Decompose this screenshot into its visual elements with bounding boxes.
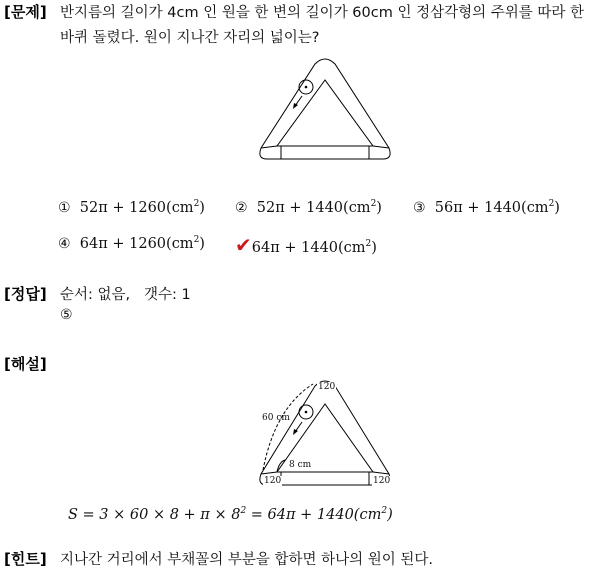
- answer-value: ⑤: [60, 307, 73, 323]
- hint-tag: [힌트]: [4, 550, 47, 568]
- option-1[interactable]: ① $52\pi + 1260(cm^2)$: [58, 199, 205, 216]
- explanation-figure: [255, 378, 395, 492]
- label-120-right: 120: [373, 476, 391, 486]
- answer-tag: [정답]: [4, 285, 47, 303]
- hint-text: 지나간 거리에서 부채꼴의 부분을 합하면 하나의 원이 된다.: [60, 552, 434, 568]
- outer-boundary: [260, 59, 390, 159]
- label-120-left: 120: [264, 476, 282, 486]
- option-5[interactable]: ✔64π + $1440(cm^2)$: [235, 233, 377, 257]
- explanation-tag: [해설]: [4, 355, 47, 373]
- label-8cm: 8 cm: [289, 460, 312, 470]
- problem-text-line1: 반지름의 길이가 4cm 인 원을 한 변의 길이가 60cm 인 정삼각형의 주위를 따라 한: [60, 5, 584, 21]
- problem-tag: [문제]: [4, 3, 47, 21]
- option-2[interactable]: ② $52\pi + 1440(cm^2)$: [235, 199, 382, 216]
- label-120-top: 120: [318, 382, 336, 392]
- answer-meta: 순서: 없음, 갯수: 1: [60, 287, 191, 303]
- option-4[interactable]: ④ $64\pi + 1260(cm^2)$: [58, 235, 205, 252]
- check-mark-icon: ✔: [235, 233, 252, 257]
- problem-figure: [255, 56, 395, 164]
- option-3[interactable]: ③ $56\pi + 1440(cm^2)$: [413, 199, 560, 216]
- label-60cm: 60 cm: [262, 413, 290, 423]
- solution-formula: $S = 3 \times 60 \times 8 + \pi \times 8^2 = 64\pi + 1440(cm^2)$: [68, 506, 393, 523]
- inner-triangle: [277, 80, 373, 146]
- problem-text-line2: 바퀴 돌렸다. 원이 지나간 자리의 넓이는?: [60, 30, 320, 46]
